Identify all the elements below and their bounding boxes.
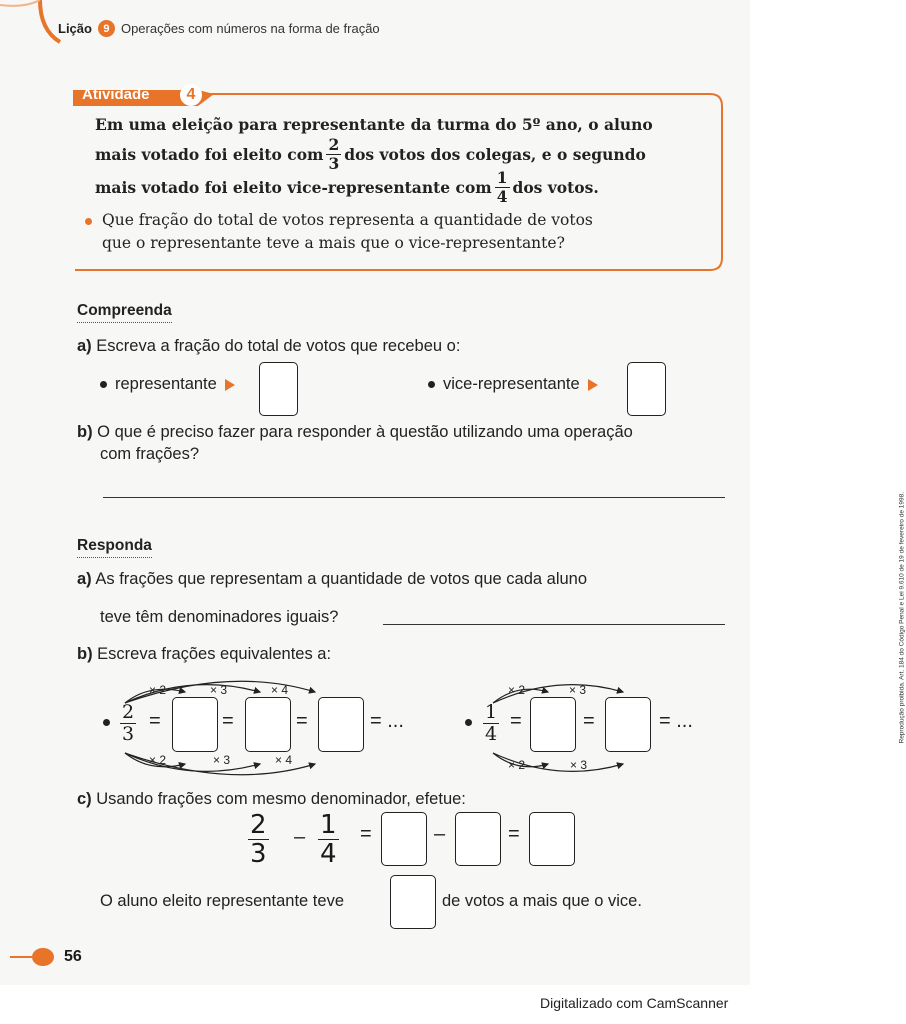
denominator: 3 bbox=[122, 723, 135, 745]
equals-sign: = bbox=[583, 710, 595, 732]
numerator: 2 bbox=[250, 810, 267, 840]
mult-label: × 2 bbox=[508, 683, 526, 697]
answer-box-equiv-right-2[interactable] bbox=[605, 697, 651, 752]
scanner-watermark: Digitalizado com CamScanner bbox=[540, 995, 729, 1011]
mult-label: × 4 bbox=[271, 683, 289, 697]
activity-number: 4 bbox=[180, 84, 202, 106]
question-line-1: Que fração do total de votos representa a quantidade de votos bbox=[102, 211, 593, 229]
responda-b bbox=[77, 645, 331, 664]
lesson-title: Operações com números na forma de fração bbox=[120, 21, 380, 36]
compreenda-b bbox=[77, 423, 633, 442]
page-number: 56 bbox=[64, 948, 82, 965]
item-text: Escreva a fração do total de votos que recebeu o: bbox=[96, 337, 461, 355]
activity-question bbox=[85, 211, 593, 229]
final-sentence-post: de votos a mais que o vice. bbox=[442, 892, 642, 910]
answer-box-c-3[interactable] bbox=[529, 812, 575, 866]
equals-sign: = bbox=[510, 710, 522, 732]
lesson-number-badge: 9 bbox=[98, 20, 115, 37]
answer-box-equiv-right-1[interactable] bbox=[530, 697, 576, 752]
equals-sign: = bbox=[508, 823, 520, 845]
activity-line-2 bbox=[95, 137, 646, 171]
answer-box-equiv-left-1[interactable] bbox=[172, 697, 218, 752]
bullet-icon bbox=[428, 381, 435, 388]
mult-label: × 2 bbox=[149, 683, 167, 697]
item-letter: b) bbox=[77, 423, 93, 441]
equals-sign: = bbox=[296, 710, 308, 732]
answer-box-vice-representante[interactable] bbox=[627, 362, 666, 416]
mult-label: × 3 bbox=[210, 683, 228, 697]
numerator: 1 bbox=[496, 168, 508, 187]
numerator: 1 bbox=[485, 701, 498, 723]
ellipsis: = ... bbox=[659, 710, 693, 732]
mult-label: × 2 bbox=[149, 753, 167, 767]
activity-line-3-pre: mais votado foi eleito vice-representante com bbox=[95, 177, 492, 197]
answer-line-a[interactable] bbox=[383, 624, 725, 625]
answer-box-equiv-left-3[interactable] bbox=[318, 697, 364, 752]
mult-label: × 2 bbox=[508, 758, 526, 772]
compreenda-b-line-2: com frações? bbox=[100, 445, 200, 463]
responda-c bbox=[77, 790, 466, 809]
representante-item bbox=[100, 375, 235, 394]
answer-line-b[interactable] bbox=[103, 497, 725, 498]
fraction-two-thirds-c bbox=[245, 812, 272, 867]
item-text-line-1: As frações que representam a quantidade de votos que cada aluno bbox=[95, 570, 588, 588]
activity-line-2-post: dos votos dos colegas, e o segundo bbox=[344, 144, 646, 164]
item-letter: b) bbox=[77, 645, 93, 663]
item-letter: a) bbox=[77, 570, 92, 588]
answer-box-c-2[interactable] bbox=[455, 812, 501, 866]
answer-box-equiv-left-2[interactable] bbox=[245, 697, 291, 752]
mult-label: × 3 bbox=[569, 683, 587, 697]
bullet-icon bbox=[85, 218, 92, 225]
page-number-decoration bbox=[32, 948, 54, 966]
fraction-one-quarter bbox=[495, 170, 510, 204]
fraction-two-thirds-b bbox=[117, 703, 139, 744]
final-sentence-pre: O aluno eleito representante teve bbox=[100, 892, 344, 910]
answer-box-c-1[interactable] bbox=[381, 812, 427, 866]
activity-line-3 bbox=[95, 170, 599, 204]
fraction-one-quarter-b bbox=[480, 703, 502, 744]
fraction-two-thirds bbox=[326, 137, 341, 171]
mult-label: × 3 bbox=[213, 753, 231, 767]
item-letter: a) bbox=[77, 337, 92, 355]
compreenda-a bbox=[77, 337, 460, 356]
equals-sign: = bbox=[360, 823, 372, 845]
arrow-icon bbox=[225, 379, 235, 391]
minus-sign: – bbox=[434, 823, 446, 845]
copyright-side-text: Reprodução proibida. Art. 184 do Código Penal e Lei 9.610 de 19 de fevereiro de 1998. bbox=[898, 491, 906, 744]
activity-label: Atividade bbox=[82, 86, 150, 103]
vice-representante-label: vice-representante bbox=[443, 375, 580, 393]
item-text: Escreva frações equivalentes a: bbox=[97, 645, 332, 663]
item-text-line-1: O que é preciso fazer para responder à questão utilizando uma operação bbox=[97, 423, 633, 441]
denominator: 3 bbox=[328, 153, 340, 173]
equals-sign: = bbox=[149, 710, 161, 732]
responda-a bbox=[77, 570, 587, 589]
item-text: Usando frações com mesmo denominador, efetue: bbox=[96, 790, 466, 808]
representante-label: representante bbox=[115, 375, 217, 393]
bullet-icon bbox=[100, 381, 107, 388]
activity-line-2-pre: mais votado foi eleito com bbox=[95, 144, 324, 164]
mult-label: × 4 bbox=[275, 753, 293, 767]
activity-line-1: Em uma eleição para representante da turma do 5º ano, o aluno bbox=[95, 115, 653, 134]
mult-label: × 3 bbox=[570, 758, 588, 772]
denominator: 4 bbox=[320, 839, 337, 869]
denominator: 4 bbox=[485, 723, 498, 745]
numerator: 1 bbox=[320, 810, 337, 840]
denominator: 3 bbox=[250, 839, 267, 869]
fraction-one-quarter-c bbox=[315, 812, 342, 867]
vice-representante-item bbox=[428, 375, 598, 394]
answer-box-final[interactable] bbox=[390, 875, 436, 929]
bullet-icon bbox=[103, 719, 110, 726]
arrow-icon bbox=[588, 379, 598, 391]
bullet-icon bbox=[465, 719, 472, 726]
numerator: 2 bbox=[328, 135, 340, 154]
section-title-responda: Responda bbox=[77, 537, 152, 558]
activity-line-3-post: dos votos. bbox=[512, 177, 599, 197]
ellipsis: = ... bbox=[370, 710, 404, 732]
question-line-2: que o representante teve a mais que o vice-representante? bbox=[102, 234, 565, 252]
lesson-header bbox=[58, 20, 380, 37]
lesson-label: Lição bbox=[58, 21, 92, 36]
equals-sign: = bbox=[222, 710, 234, 732]
item-letter: c) bbox=[77, 790, 92, 808]
denominator: 4 bbox=[496, 186, 508, 206]
answer-box-representante[interactable] bbox=[259, 362, 298, 416]
minus-sign: – bbox=[294, 826, 306, 848]
numerator: 2 bbox=[122, 701, 135, 723]
responda-a-line-2: teve têm denominadores iguais? bbox=[100, 608, 339, 626]
section-title-compreenda: Compreenda bbox=[77, 302, 172, 323]
page-number-line bbox=[10, 956, 32, 958]
